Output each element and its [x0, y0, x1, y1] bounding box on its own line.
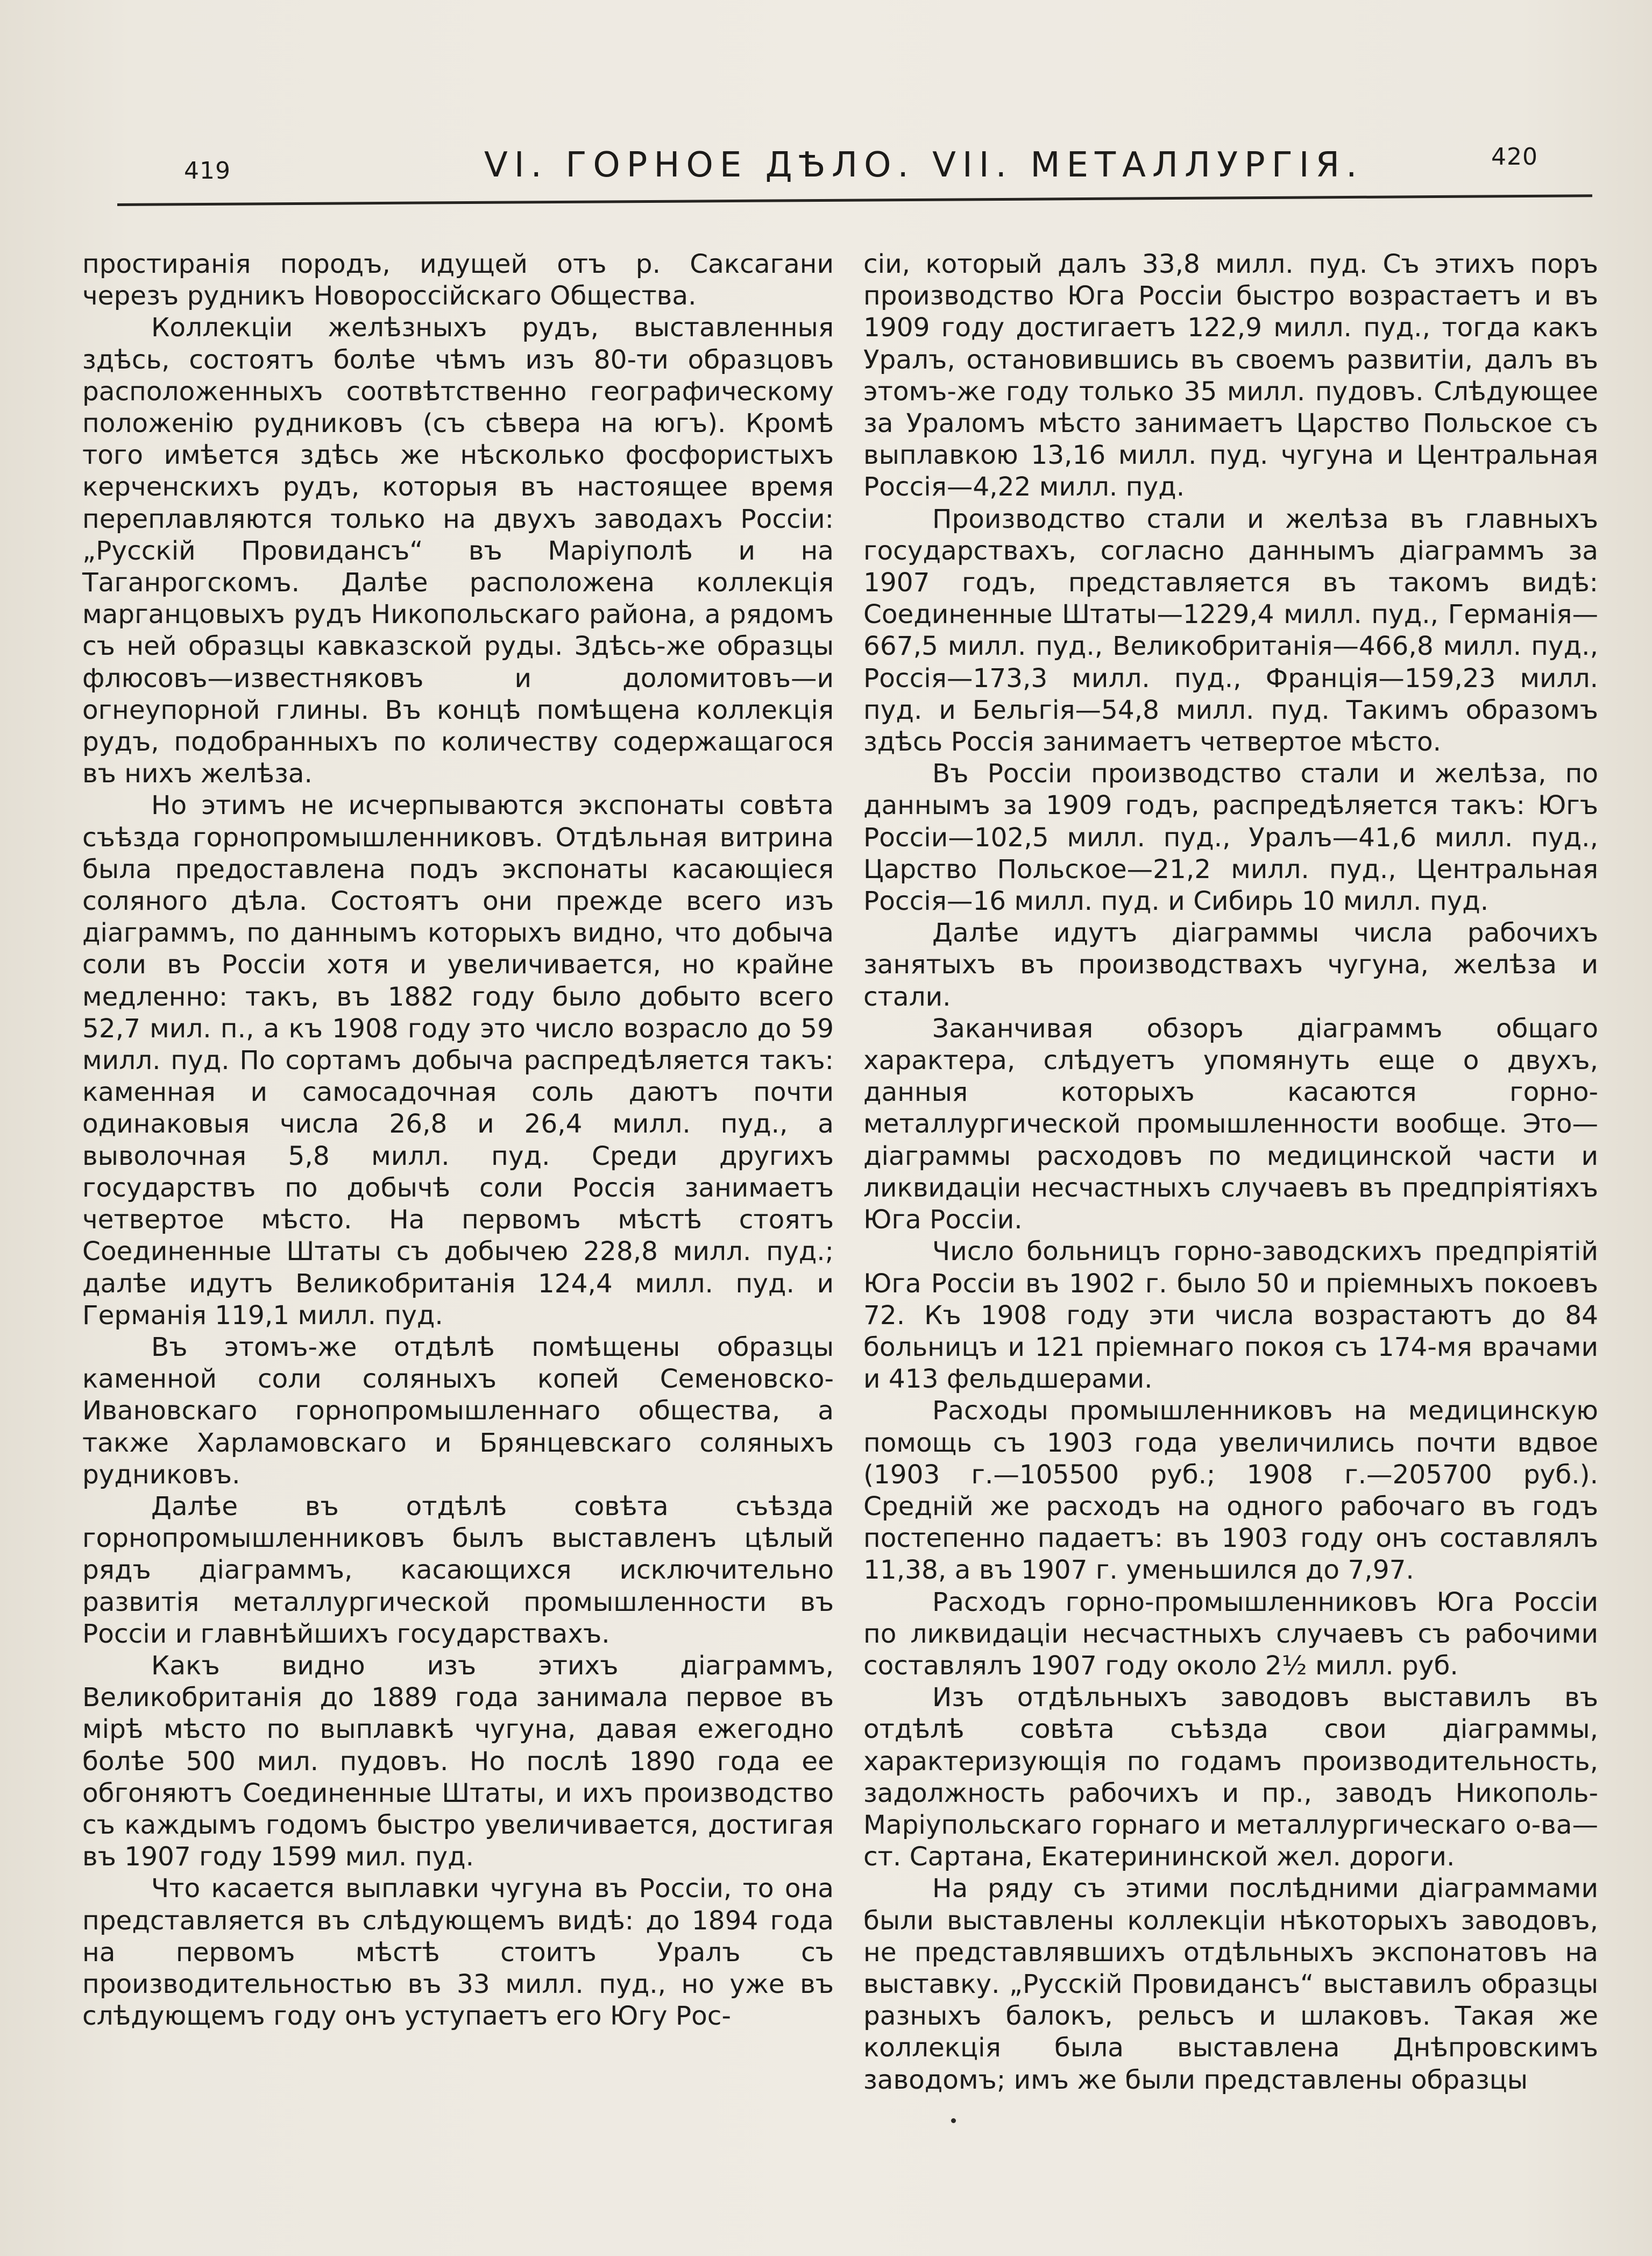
- paragraph: На ряду съ этими послѣдними діаграммами были выставлены коллекціи нѣкоторыхъ заводовъ, не представлявшихъ отдѣльныхъ экспонатовъ на выставку. „Русскій Провидансъ“ выставилъ образцы разныхъ балокъ, рельсъ и шлаковъ. Такая же коллекція была выставлена Днѣпровскимъ заводомъ; имъ же были представлены образцы: [863, 1873, 1598, 2095]
- paragraph: Расходъ горно-промышленниковъ Юга Россіи по ликвидаціи несчастныхъ случаевъ съ рабочими составлялъ 1907 году около 2½ милл. руб.: [863, 1587, 1598, 1681]
- right-column: [863, 249, 1598, 2096]
- page-number-left: 419: [184, 157, 231, 185]
- paragraph: Далѣе въ отдѣлѣ совѣта съѣзда горнопромышленниковъ былъ выставленъ цѣлый рядъ діаграммъ, касающихся исключительно развитія металлургической промышленности въ Россіи и главнѣйшихъ государствахъ.: [82, 1491, 834, 1649]
- header-rule: [117, 194, 1592, 206]
- paragraph: Далѣе идутъ діаграммы числа рабочихъ занятыхъ въ производствахъ чугуна, желѣза и стали.: [863, 918, 1598, 1012]
- paragraph: Заканчивая обзоръ діаграммъ общаго характера, слѣдуетъ упомянуть еще о двухъ, данныя которыхъ касаются горно-металлургической промышленности вообще. Это—діаграммы расходовъ по медицинской части и ликвидаціи несчастныхъ случаевъ въ предпріятіяхъ Юга Россіи.: [863, 1013, 1598, 1235]
- running-title: VI. ГОРНОЕ ДѢЛО. VII. МЕТАЛЛУРГІЯ.: [484, 145, 1364, 185]
- page-number-right: 420: [1491, 143, 1538, 171]
- paragraph: Что касается выплавки чугуна въ Россіи, то она представляется въ слѣдующемъ видѣ: до 1894 года на первомъ мѣстѣ стоитъ Уралъ съ производительностью въ 33 милл. пуд., но уже въ слѣдующемъ году онъ уступаетъ его Югу Рос-: [82, 1873, 834, 2032]
- paragraph: Число больницъ горно-заводскихъ предпріятій Юга Россіи въ 1902 г. было 50 и пріемныхъ покоевъ 72. Къ 1908 году эти числа возрастаютъ до 84 больницъ и 121 пріемнаго покоя съ 174-мя врачами и 413 фельдшерами.: [863, 1236, 1598, 1395]
- paragraph: сіи, который далъ 33,8 милл. пуд. Съ этихъ поръ производство Юга Россіи быстро возрастаетъ и въ 1909 году достигаетъ 122,9 милл. пуд., тогда какъ Уралъ, остановившись въ своемъ развитіи, далъ въ этомъ-же году только 35 милл. пудовъ. Слѣдующее за Ураломъ мѣсто занимаетъ Царство Польское съ выплавкою 13,16 милл. пуд. чугуна и Центральная Россія—4,22 милл. пуд.: [863, 249, 1598, 503]
- paragraph: Расходы промышленниковъ на медицинскую помощь съ 1903 года увеличились почти вдвое (1903 г.—105500 руб.; 1908 г.—205700 руб.). Средній же расходъ на одного рабочаго въ годъ постепенно падаетъ: въ 1903 году онъ составлялъ 11,38, а въ 1907 г. уменьшился до 7,97.: [863, 1396, 1598, 1586]
- left-column: [82, 249, 834, 2032]
- paragraph: Въ Россіи производство стали и желѣза, по даннымъ за 1909 годъ, распредѣляется такъ: Югъ Россіи—102,5 милл. пуд., Уралъ—41,6 милл. пуд., Царство Польское—21,2 милл. пуд., Центральная Россія—16 милл. пуд. и Сибирь 10 милл. пуд.: [863, 759, 1598, 917]
- paragraph: простиранія породъ, идущей отъ р. Саксагани черезъ рудникъ Новороссійскаго Общества.: [82, 249, 834, 312]
- paragraph: Изъ отдѣльныхъ заводовъ выставилъ въ отдѣлѣ совѣта съѣзда свои діаграммы, характеризующія по годамъ производительность, задолжность рабочихъ и пр., заводъ Никополь-Маріупольскаго горнаго и металлургическаго о-ва—ст. Сартана, Екатерининской жел. дороги.: [863, 1682, 1598, 1872]
- paragraph: Какъ видно изъ этихъ діаграммъ, Великобританія до 1889 года занимала первое въ мірѣ мѣсто по выплавкѣ чугуна, давая ежегодно болѣе 500 мил. пудовъ. Но послѣ 1890 года ее обгоняютъ Соединенные Штаты, и ихъ производство съ каждымъ годомъ быстро увеличивается, достигая въ 1907 году 1599 мил. пуд.: [82, 1650, 834, 1872]
- paragraph: Въ этомъ-же отдѣлѣ помѣщены образцы каменной соли соляныхъ копей Семеновско-Ивановскаго горнопромышленнаго общества, а также Харламовскаго и Брянцевскаго соляныхъ рудниковъ.: [82, 1332, 834, 1490]
- paragraph: Но этимъ не исчерпываются экспонаты совѣта съѣзда горнопромышленниковъ. Отдѣльная витрина была предоставлена подъ экспонаты касающіеся соляного дѣла. Состоятъ они прежде всего изъ діаграммъ, по даннымъ которыхъ видно, что добыча соли въ Россіи хотя и увеличивается, но крайне медленно: такъ, въ 1882 году было добыто всего 52,7 мил. п., а къ 1908 году это число возрасло до 59 милл. пуд. По сортамъ добыча распредѣляется такъ: каменная и самосадочная соль даютъ почти одинаковыя числа 26,8 и 26,4 милл. пуд., а выволочная 5,8 милл. пуд. Среди другихъ государствъ по добычѣ соли Россія занимаетъ четвертое мѣсто. На первомъ мѣстѣ стоятъ Соединенные Штаты съ добычею 228,8 милл. пуд.; далѣе идутъ Великобританія 124,4 милл. пуд. и Германія 119,1 милл. пуд.: [82, 790, 834, 1331]
- paragraph: Производство стали и желѣза въ главныхъ государствахъ, согласно даннымъ діаграммъ за 1907 годъ, представляется въ такомъ видѣ: Соединенные Штаты—1229,4 милл. пуд., Германія—667,5 милл. пуд., Великобританія—466,8 милл. пуд., Россія—173,3 милл. пуд., Франція—159,23 милл. пуд. и Бельгія—54,8 милл. пуд. Такимъ образомъ здѣсь Россія занимаетъ четвертое мѣсто.: [863, 504, 1598, 758]
- ink-dot: [951, 2118, 956, 2123]
- paragraph: Коллекціи желѣзныхъ рудъ, выставленныя здѣсь, состоятъ болѣе чѣмъ изъ 80-ти образцовъ расположенныхъ соотвѣтственно географическому положенію рудниковъ (съ сѣвера на югъ). Кромѣ того имѣется здѣсь же нѣсколько фосфористыхъ керченскихъ рудъ, которыя въ настоящее время переплавляются только на двухъ заводахъ Россіи: „Русскій Провидансъ“ въ Маріуполѣ и на Таганрогскомъ. Далѣе расположена коллекція марганцовыхъ рудъ Никопольскаго района, а рядомъ съ ней образцы кавказской руды. Здѣсь-же образцы флюсовъ—известняковъ и доломитовъ—и огнеупорной глины. Въ концѣ помѣщена коллекція рудъ, подобранныхъ по количеству содержащагося въ нихъ желѣза.: [82, 313, 834, 789]
